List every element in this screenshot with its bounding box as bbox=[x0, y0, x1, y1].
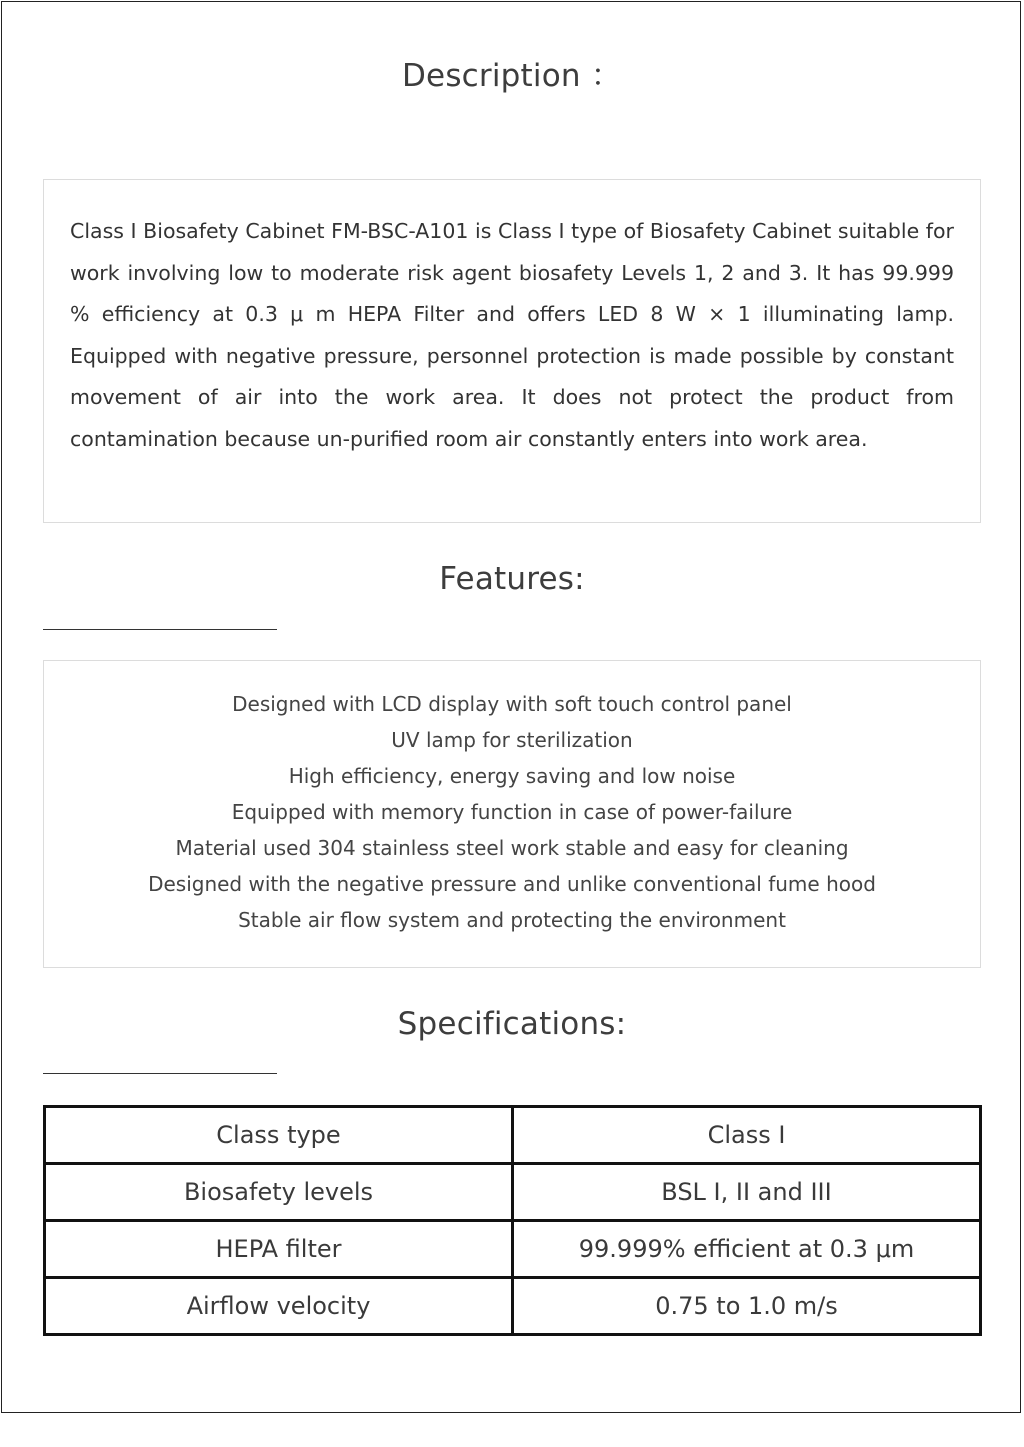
spec-value-cell: 0.75 to 1.0 m/s bbox=[513, 1278, 981, 1335]
spec-value-cell: 99.999% efficient at 0.3 μm bbox=[513, 1221, 981, 1278]
feature-item: Designed with LCD display with soft touch control panel bbox=[232, 692, 792, 716]
description-text: Class I Biosafety Cabinet FM-BSC-A101 is Class I type of Biosafety Cabinet suitable for work involving low to moderate risk agent biosafety Levels 1, 2 and 3. It has 99.999 % efficiency at 0.3 μ m HEPA Filter and offers LED 8 W × 1 illuminating lamp. Equipped with negative pressure, personnel protection is made possible by constant movement of air into the work area. It does not protect the product from contamination because un-purified room air constantly enters into work area. bbox=[70, 219, 954, 451]
table-row bbox=[45, 1221, 981, 1278]
feature-item: Equipped with memory function in case of power-failure bbox=[231, 800, 793, 824]
description-box bbox=[43, 179, 981, 523]
features-underline bbox=[43, 629, 277, 630]
feature-item: Designed with the negative pressure and unlike conventional fume hood bbox=[148, 872, 876, 896]
feature-item: Material used 304 stainless steel work stable and easy for cleaning bbox=[175, 836, 849, 860]
spec-value-cell: Class I bbox=[513, 1107, 981, 1164]
feature-item: Stable air flow system and protecting the environment bbox=[238, 908, 786, 932]
spec-label-cell: HEPA filter bbox=[45, 1221, 513, 1278]
spec-label-cell: Class type bbox=[45, 1107, 513, 1164]
features-list bbox=[44, 686, 980, 938]
features-heading: Features: bbox=[439, 561, 585, 597]
table-row bbox=[45, 1278, 981, 1335]
table-row bbox=[45, 1164, 981, 1221]
features-box bbox=[43, 660, 981, 968]
description-heading: Description ： bbox=[401, 58, 622, 94]
feature-item: High efficiency, energy saving and low noise bbox=[288, 764, 736, 788]
spec-label-cell: Airflow velocity bbox=[45, 1278, 513, 1335]
specifications-table bbox=[43, 1105, 982, 1336]
table-row bbox=[45, 1107, 981, 1164]
specifications-heading: Specifications: bbox=[397, 1006, 627, 1042]
specifications-underline bbox=[43, 1073, 277, 1074]
spec-value-cell: BSL I, II and III bbox=[513, 1164, 981, 1221]
spec-label-cell: Biosafety levels bbox=[45, 1164, 513, 1221]
feature-item: UV lamp for sterilization bbox=[391, 728, 633, 752]
